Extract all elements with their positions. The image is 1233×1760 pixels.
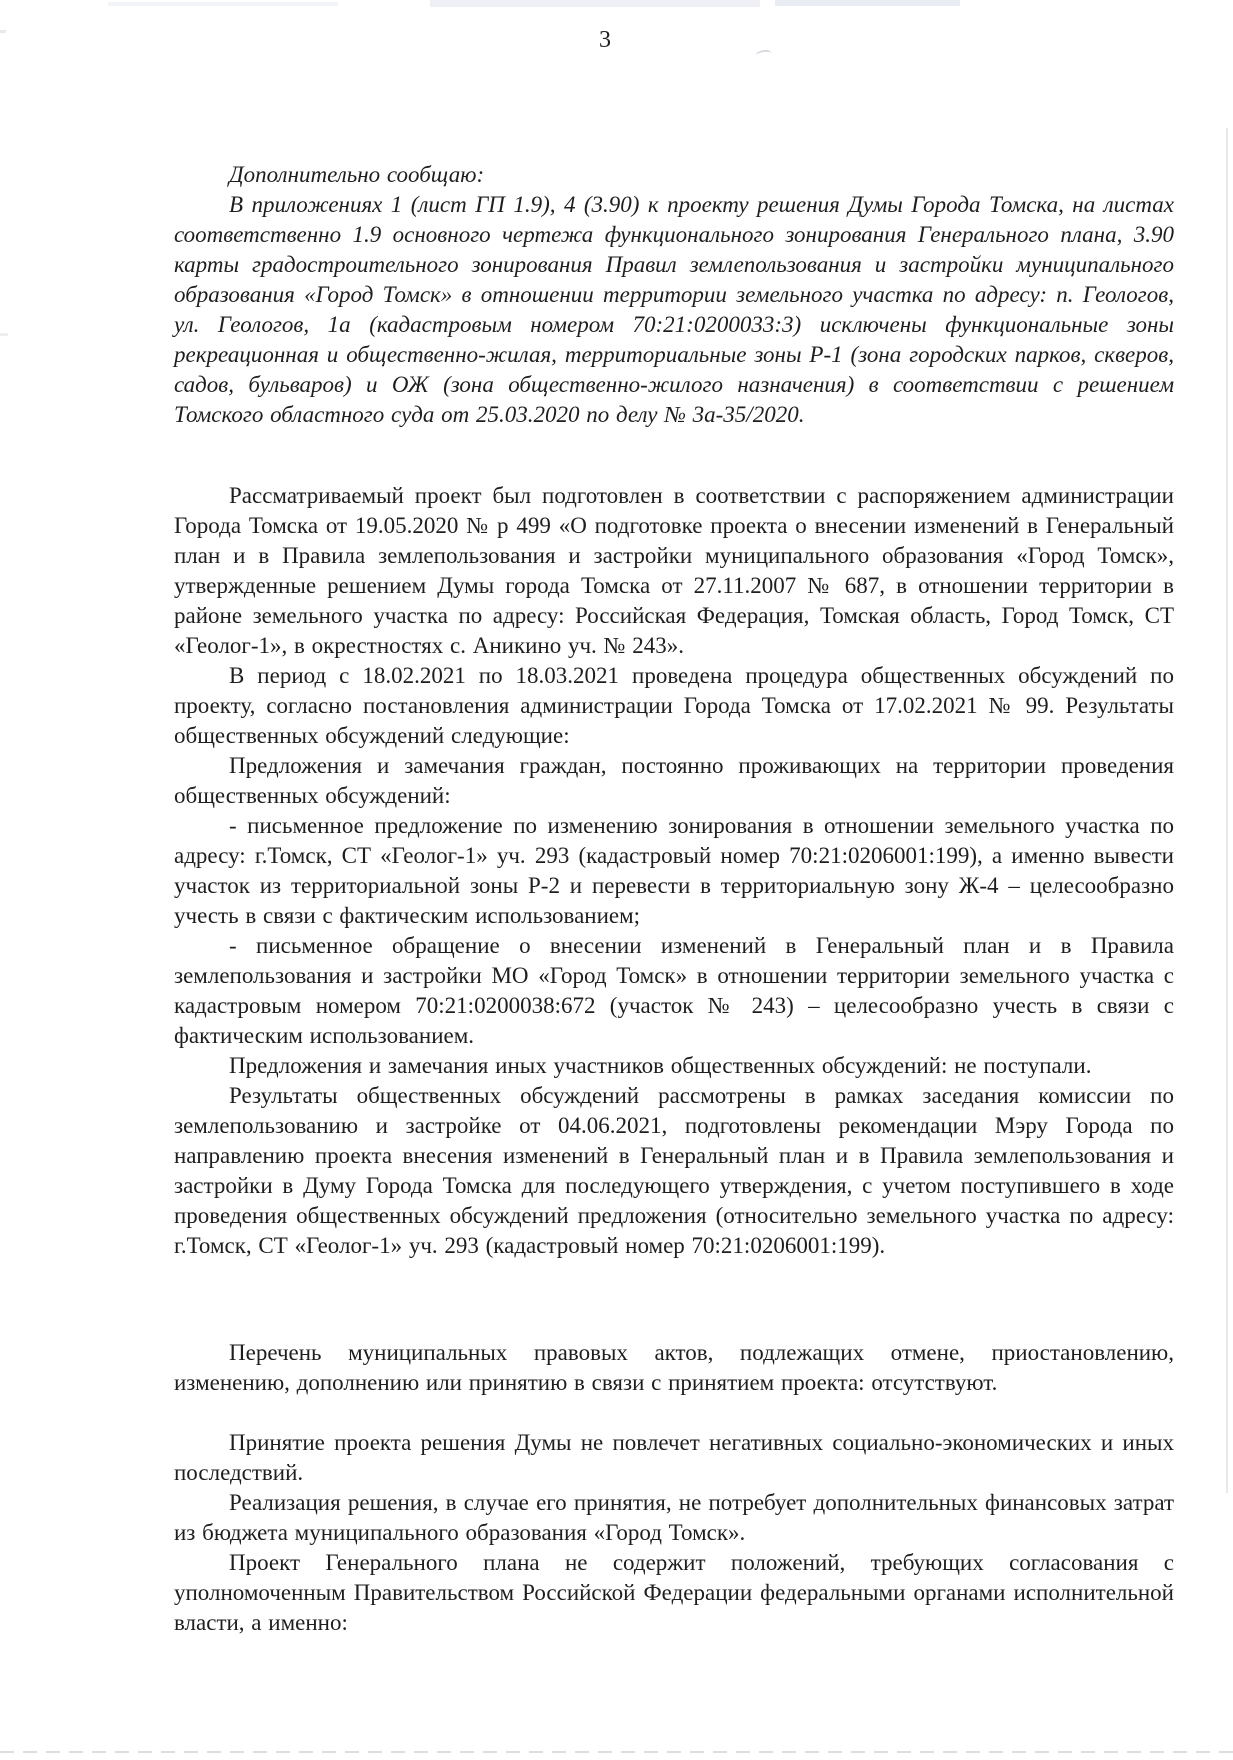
scan-artifact-top-edge — [430, 0, 760, 7]
para-additional-note: Дополнительно сообщаю: — [229, 162, 485, 187]
scan-artifact-bottom-line — [0, 1751, 1233, 1753]
scan-artifact-top-edge — [108, 2, 338, 6]
para-implementation-costs: Реализация решения, в случае его принятия, не потребует дополнительных финансовых затрат из бюджета муниципального образования «Город Томск». — [174, 1490, 1174, 1545]
para-public-discussion-period: В период с 18.02.2021 по 18.03.2021 проведена процедура общественных обсуждений по проекту, согласно постановления администрации Города Томска от 17.02.2021 № 99. Результаты общественных обсуждений следующие: — [174, 663, 1174, 748]
document-body — [174, 160, 1174, 1638]
para-legal-acts-list: Перечень муниципальных правовых актов, подлежащих отмене, приостановлению, изменению, дополнению или принятию в связи с принятием проекта: отсутствуют. — [174, 1340, 1174, 1395]
scan-artifact-left-edge — [0, 333, 8, 336]
para-written-proposal-2: - письменное обращение о внесении изменений в Генеральный план и в Правила землепользования и застройки МО «Город Томск» в отношении территории земельного участка с кадастровым номером 70:21:0200038:672 (участок № 243) – целесообразно учесть в связи с фактическим использованием. — [174, 933, 1174, 1048]
scan-artifact-top-edge — [775, 0, 960, 6]
para-written-proposal-1: - письменное предложение по изменению зонирования в отношении земельного участка по адресу: г.Томск, СТ «Геолог-1» уч. 293 (кадастровый номер 70:21:0206001:199), а именно вывести участок из территориальной зоны Р-2 и перевести в территориальную зону Ж-4 – целесообразно учесть в связи с фактическим использованием; — [174, 813, 1174, 928]
scan-artifact-right-line — [1226, 128, 1228, 1493]
para-general-plan-approvals: Проект Генерального плана не содержит положений, требующих согласования с уполномоченным Правительством Российской Федерации федеральными органами исполнительной власти, а именно: — [174, 1550, 1174, 1635]
para-other-participants: Предложения и замечания иных участников общественных обсуждений: не поступали. — [229, 1053, 1092, 1078]
para-project-prepared: Рассматриваемый проект был подготовлен в соответствии с распоряжением администрации Города Томска от 19.05.2020 № р 499 «О подготовке проекта о внесении изменений в Генеральный план и в Правила землепользования и застройки муниципального образования «Город Томск», утвержденные решением Думы города Томска от 27.11.2007 № 687, в отношении территории в районе земельного участка по адресу: Российская Федерация, Томская область, Город Томск, СТ «Геолог-1», в окрестностях с. Аникино уч. № 243». — [174, 483, 1174, 658]
para-citizens-proposals-header: Предложения и замечания граждан, постоянно проживающих на территории проведения общественных обсуждений: — [174, 753, 1174, 808]
para-discussion-results-commission: Результаты общественных обсуждений рассмотрены в рамках заседания комиссии по землепользованию и застройке от 04.06.2021, подготовлены рекомендации Мэру Города по направлению проекта внесения изменений в Генеральный план и в Правила землепользования и застройки в Думу Города Томска для последующего утверждения, с учетом поступившего в ходе проведения общественных обсуждений предложения (относительно земельного участка по адресу: г.Томск, СТ «Геолог-1» уч. 293 (кадастровый номер 70:21:0206001:199). — [174, 1083, 1174, 1258]
para-appendices-exclusion: В приложениях 1 (лист ГП 1.9), 4 (3.90) к проекту решения Думы Города Томска, на листах соответственно 1.9 основного чертежа функционального зонирования Генерального плана, 3.90 карты градостроительного зонирования Правил землепользования и застройки муниципального образования «Город Томск» в отношении территории земельного участка по адресу: п. Геологов, ул. Геологов, 1а (кадастровым номером 70:21:0200033:3) исключены функциональные зоны рекреационная и общественно-жилая, территориальные зоны Р-1 (зона городских парков, скверов, садов, бульваров) и ОЖ (зона общественно-жилого назначения) в соответствии с решением Томского областного суда от 25.03.2020 по делу № 3а-35/2020. — [174, 192, 1174, 427]
page-number: 3 — [599, 27, 611, 53]
para-decision-consequences: Принятие проекта решения Думы не повлечет негативных социально-экономических и иных последствий. — [174, 1430, 1174, 1485]
